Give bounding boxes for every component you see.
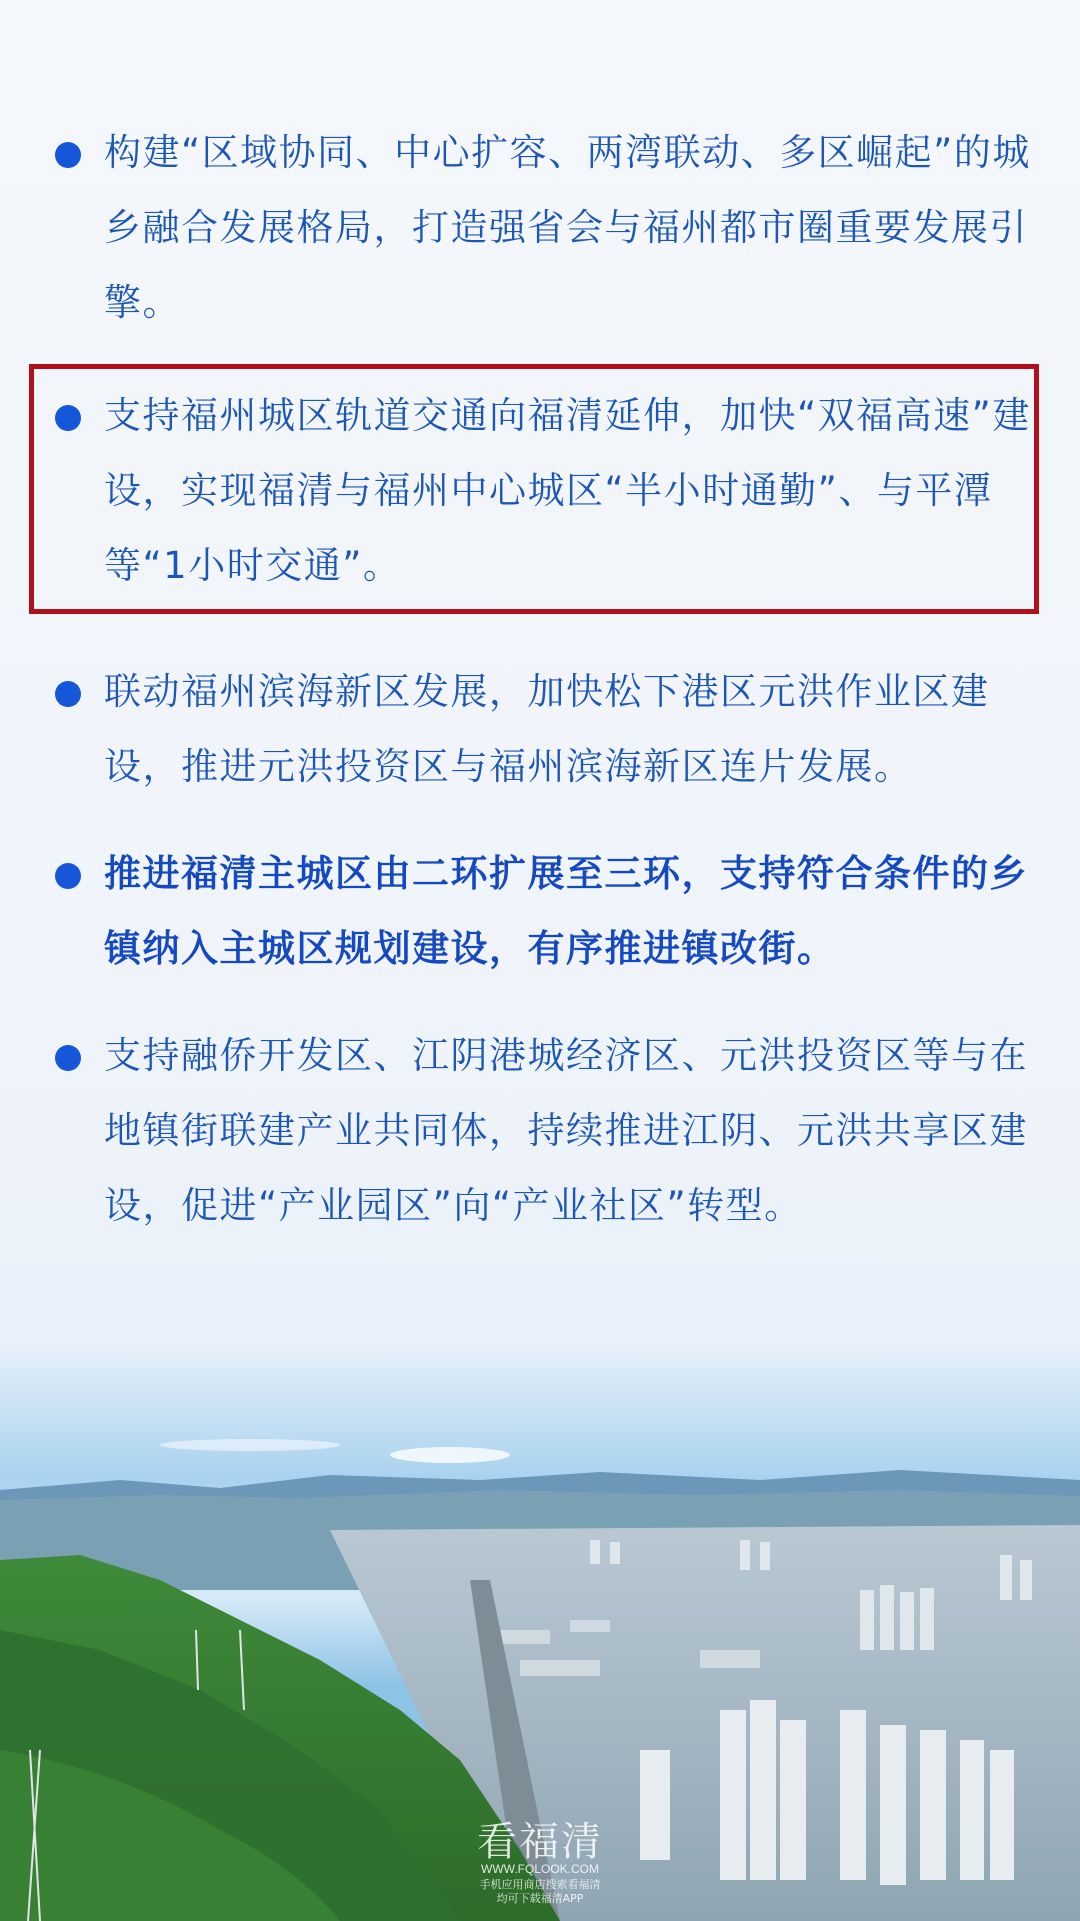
list-item <box>55 115 1035 340</box>
bullet-dot-icon <box>55 405 81 431</box>
list-item <box>55 836 1035 986</box>
item-text-bold: 推进福清主城区由二环扩展至三环，支持符合条件的乡镇纳入主城区规划建设，有序推进镇改街。 <box>104 852 1028 970</box>
bullet-dot-icon <box>55 1045 81 1071</box>
item-text: 构建“区域协同、中心扩容、两湾联动、多区崛起”的城乡融合发展格局，打造强省会与福州都市圈重要发展引擎。 <box>104 131 1031 324</box>
list-item-highlighted <box>55 378 1035 603</box>
watermark-line1: 手机应用商店搜索看福清 <box>479 1878 601 1891</box>
list-item <box>55 654 1035 804</box>
item-text: 支持融侨开发区、江阴港城经济区、元洪投资区等与在地镇街联建产业共同体，持续推进江阴、元洪共享区建设，促进“产业园区”向“产业社区”转型。 <box>104 1034 1028 1227</box>
watermark-url: WWW.FQLOOK.COM <box>481 1862 599 1876</box>
item-text: 联动福州滨海新区发展，加快松下港区元洪作业区建设，推进元洪投资区与福州滨海新区连片发展。 <box>104 670 990 788</box>
watermark-logo: 看福清 <box>477 1819 603 1865</box>
item-text: 支持福州城区轨道交通向福清延伸，加快“双福高速”建设，实现福清与福州中心城区“半小时通勤”、与平潭等“1小时交通”。 <box>104 394 1031 587</box>
bullet-dot-icon <box>55 681 81 707</box>
bullet-dot-icon <box>55 863 81 889</box>
list-item <box>55 1018 1035 1243</box>
watermark-line2: 均可下载福清APP <box>496 1892 584 1905</box>
bullet-dot-icon <box>55 142 81 168</box>
